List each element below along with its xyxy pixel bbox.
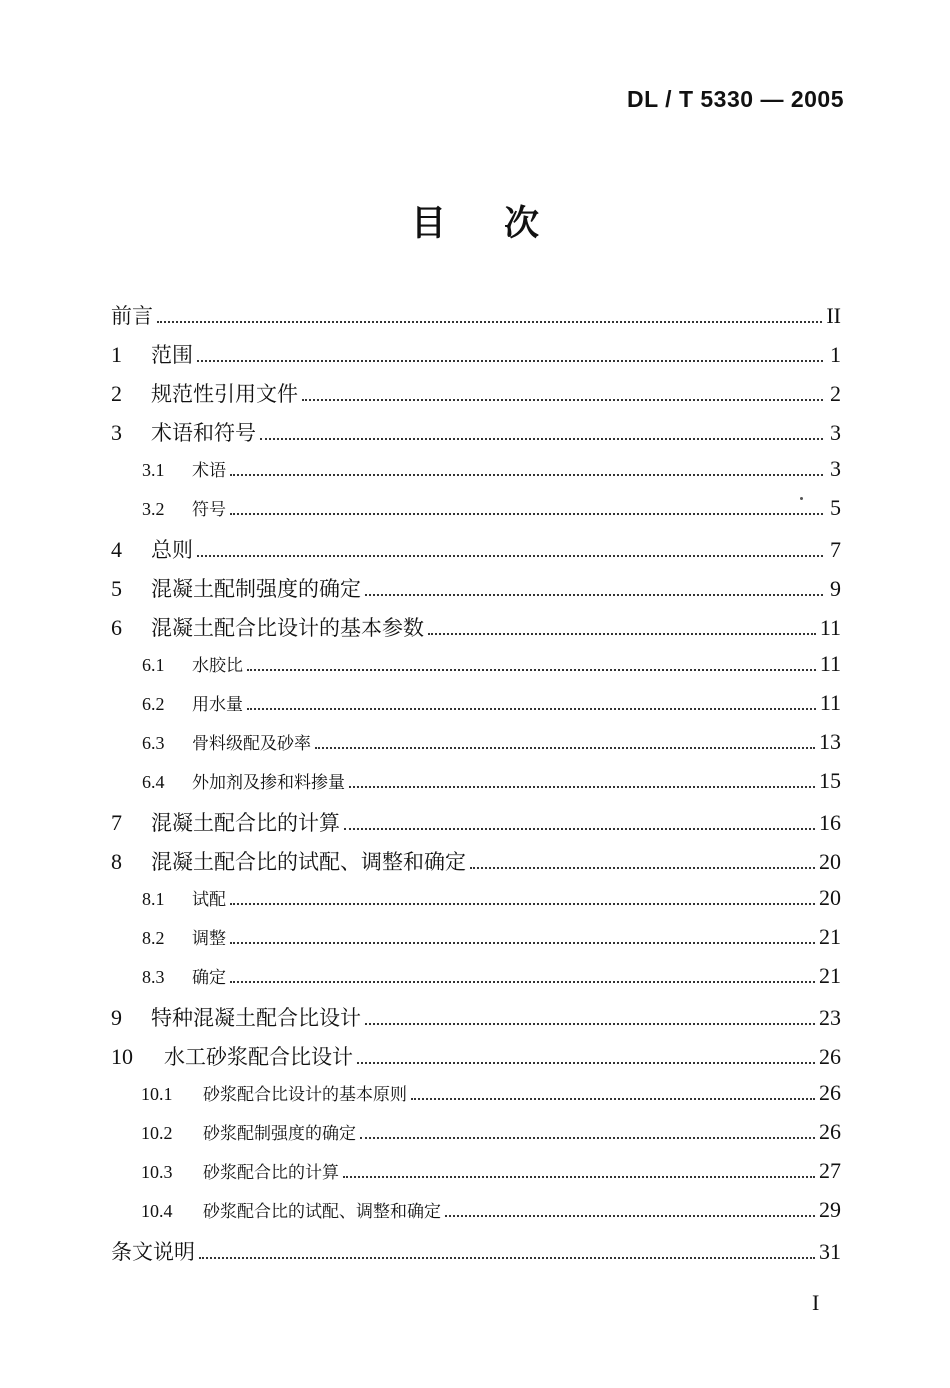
toc-entry-label: 混凝土配制强度的确定 xyxy=(151,577,361,601)
toc-dot-leader xyxy=(197,554,823,557)
toc-entry-page: 29 xyxy=(819,1197,841,1222)
toc-entry-label: 用水量 xyxy=(192,695,243,715)
toc-entry-number: 8 xyxy=(111,849,122,874)
toc-entry-label: 前言 xyxy=(111,304,153,328)
toc-entry[interactable] xyxy=(111,417,841,456)
toc-entry-page: 20 xyxy=(819,885,841,910)
toc-entry-page: II xyxy=(826,303,841,328)
toc-dot-leader xyxy=(247,668,816,671)
toc-entry[interactable] xyxy=(111,378,841,417)
toc-entry-label: 范围 xyxy=(151,343,193,367)
toc-entry[interactable] xyxy=(111,807,841,846)
toc-entry[interactable] xyxy=(111,924,841,963)
toc-entry-page: 11 xyxy=(819,615,841,640)
toc-entry-number: 8.2 xyxy=(142,928,165,948)
toc-entry-label: 特种混凝土配合比设计 xyxy=(151,1006,361,1030)
toc-dot-leader xyxy=(365,1022,815,1025)
toc-dot-leader xyxy=(197,359,823,362)
toc-entry-page: 21 xyxy=(819,924,841,949)
toc-entry-label: 混凝土配合比设计的基本参数 xyxy=(151,616,424,640)
toc-dot-leader xyxy=(470,866,815,869)
toc-entry-label: 术语和符号 xyxy=(151,421,256,445)
toc-entry-page: 21 xyxy=(819,963,841,988)
toc-entry-number: 6.2 xyxy=(142,694,165,714)
toc-entry-number: 10.4 xyxy=(141,1201,173,1221)
toc-entry[interactable] xyxy=(111,573,841,612)
toc-entry-label: 砂浆配合比的试配、调整和确定 xyxy=(203,1202,441,1222)
page-number: I xyxy=(812,1290,820,1315)
toc-entry-number: 9 xyxy=(111,1005,122,1030)
toc-entry-number: 7 xyxy=(111,810,122,835)
toc-entry[interactable] xyxy=(111,963,841,1002)
toc-dot-leader xyxy=(365,593,823,596)
toc-entry[interactable] xyxy=(111,690,841,729)
toc-entry[interactable] xyxy=(111,612,841,651)
toc-dot-leader xyxy=(247,707,816,710)
toc-dot-leader xyxy=(230,941,815,944)
toc-entry-label: 混凝土配合比的计算 xyxy=(151,811,340,835)
toc-dot-leader xyxy=(357,1061,815,1064)
toc-entry-page: 15 xyxy=(819,768,841,793)
toc-entry-number: 8.3 xyxy=(142,967,165,987)
toc-entry-number: 3.1 xyxy=(142,460,165,480)
toc-entry-page: 23 xyxy=(819,1005,841,1030)
toc-dot-leader xyxy=(230,473,823,476)
toc-entry-page: 26 xyxy=(819,1044,841,1069)
toc-entry-label: 混凝土配合比的试配、调整和确定 xyxy=(151,850,466,874)
toc-dot-leader xyxy=(428,632,816,635)
toc-entry-page: 16 xyxy=(819,810,841,835)
toc-entry[interactable] xyxy=(111,1002,841,1041)
toc-entry-page: 3 xyxy=(830,456,841,481)
toc-entry-label: 砂浆配合比的计算 xyxy=(203,1163,339,1183)
toc-entry-page: 5 xyxy=(830,495,841,520)
toc-entry[interactable] xyxy=(111,885,841,924)
toc-entry-page: 27 xyxy=(819,1158,841,1183)
toc-entry-page: 31 xyxy=(819,1239,841,1264)
toc-entry-number: 5 xyxy=(111,576,122,601)
toc-dot-leader xyxy=(199,1256,815,1259)
toc-entry-number: 6 xyxy=(111,615,122,640)
toc-entry-number: 3 xyxy=(111,420,122,445)
toc-entry[interactable] xyxy=(111,456,841,495)
toc-entry-number: 6.4 xyxy=(142,772,165,792)
toc-entry[interactable] xyxy=(111,651,841,690)
toc-entry-page: 20 xyxy=(819,849,841,874)
toc-entry-label: 条文说明 xyxy=(111,1240,195,1264)
toc-entry-number: 1 xyxy=(111,342,122,367)
toc-dot-leader xyxy=(315,746,815,749)
toc-entry-label: 外加剂及掺和料掺量 xyxy=(192,773,345,793)
toc-entry-label: 骨料级配及砂率 xyxy=(192,734,311,754)
toc-entry-number: 10.2 xyxy=(141,1123,173,1143)
toc-entry-number: 8.1 xyxy=(142,889,165,909)
toc-dot-leader xyxy=(360,1136,815,1139)
toc-entry-page: 7 xyxy=(830,537,841,562)
toc-entry-page: 26 xyxy=(819,1119,841,1144)
page-title xyxy=(0,196,950,246)
toc-entry-number: 10.3 xyxy=(141,1162,173,1182)
toc-dot-leader xyxy=(344,827,815,830)
toc-entry-page: 26 xyxy=(819,1080,841,1105)
toc-entry-label: 水胶比 xyxy=(192,656,243,676)
table-of-contents xyxy=(111,300,841,1275)
toc-entry-label: 水工砂浆配合比设计 xyxy=(164,1045,353,1069)
toc-entry[interactable] xyxy=(111,300,841,339)
toc-entry[interactable] xyxy=(111,1080,841,1119)
toc-entry[interactable] xyxy=(111,1119,841,1158)
toc-dot-leader xyxy=(260,437,823,440)
title-char-2: 次 xyxy=(504,204,540,244)
toc-entry[interactable] xyxy=(111,339,841,378)
toc-entry-label: 调整 xyxy=(192,929,226,949)
toc-entry-number: 6.3 xyxy=(142,733,165,753)
toc-dot-leader xyxy=(343,1175,815,1178)
toc-entry-page: 3 xyxy=(830,420,841,445)
toc-entry-number: 10.1 xyxy=(141,1084,173,1104)
toc-entry[interactable] xyxy=(111,729,841,768)
toc-entry-number: 10 xyxy=(111,1044,133,1069)
toc-dot-leader xyxy=(349,785,815,788)
toc-entry-number: 3.2 xyxy=(142,499,165,519)
toc-entry-number: 6.1 xyxy=(142,655,165,675)
toc-entry[interactable] xyxy=(111,768,841,807)
toc-entry[interactable] xyxy=(111,495,841,534)
title-char-1: 目 xyxy=(410,204,446,244)
toc-entry-label: 术语 xyxy=(192,461,226,481)
standard-code: DL / T 5330 — 2005 xyxy=(627,86,844,112)
toc-dot-leader xyxy=(230,980,815,983)
toc-entry-page: 2 xyxy=(830,381,841,406)
toc-dot-leader xyxy=(411,1097,815,1100)
toc-entry[interactable] xyxy=(111,1197,841,1236)
toc-entry-page: 11 xyxy=(819,690,841,715)
toc-entry[interactable] xyxy=(111,1158,841,1197)
toc-entry-page: 11 xyxy=(819,651,841,676)
toc-entry-label: 试配 xyxy=(192,890,226,910)
toc-entry-label: 确定 xyxy=(192,968,226,988)
toc-entry-label: 砂浆配合比设计的基本原则 xyxy=(203,1085,407,1105)
toc-entry-label: 规范性引用文件 xyxy=(151,382,298,406)
toc-dot-leader xyxy=(230,512,823,515)
toc-entry-page: 1 xyxy=(830,342,841,367)
toc-dot-leader xyxy=(445,1214,815,1217)
toc-entry-number: 2 xyxy=(111,381,122,406)
toc-entry-page: 9 xyxy=(830,576,841,601)
toc-entry-label: 砂浆配制强度的确定 xyxy=(203,1124,356,1144)
toc-entry-number: 4 xyxy=(111,537,122,562)
toc-entry-label: 总则 xyxy=(151,538,193,562)
toc-dot-leader xyxy=(230,902,815,905)
toc-entry[interactable] xyxy=(111,1236,841,1275)
toc-entry[interactable] xyxy=(111,1041,841,1080)
toc-entry-page: 13 xyxy=(819,729,841,754)
toc-entry[interactable] xyxy=(111,846,841,885)
toc-dot-leader xyxy=(302,398,823,401)
toc-entry-label: 符号 xyxy=(192,500,226,520)
toc-dot-leader xyxy=(157,320,822,323)
toc-entry[interactable] xyxy=(111,534,841,573)
